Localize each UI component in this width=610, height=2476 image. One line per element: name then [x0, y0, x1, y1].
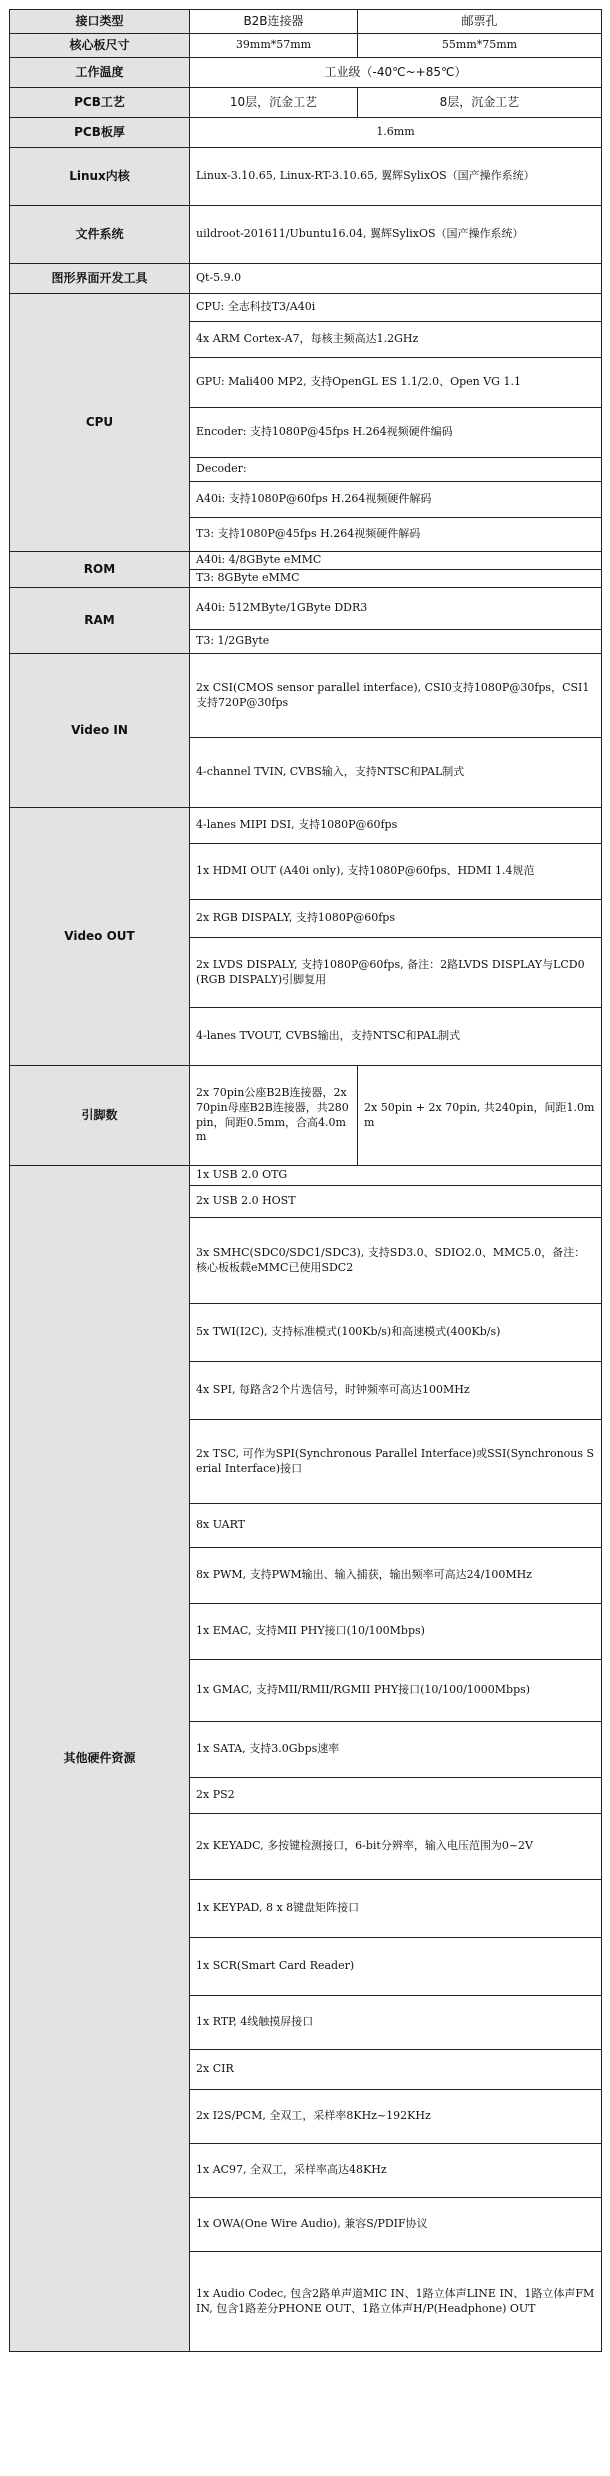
row-label: 工作温度 — [10, 58, 190, 88]
video-out-line: 1x HDMI OUT (A40i only), 支持1080P@60fps、HDMI 1.4规范 — [190, 844, 602, 900]
row-label: Linux内核 — [10, 148, 190, 206]
row-label: PCB工艺 — [10, 88, 190, 118]
cpu-line: CPU: 全志科技T3/A40i — [190, 294, 602, 322]
row-video-in — [10, 654, 602, 738]
other-hw-line: 1x GMAC, 支持MII/RMII/RGMII PHY接口(10/100/1000Mbps) — [190, 1660, 602, 1722]
other-hw-line: 1x SATA, 支持3.0Gbps速率 — [190, 1722, 602, 1778]
row-video-out — [10, 808, 602, 844]
other-hw-line: 2x I2S/PCM, 全双工，采样率8KHz~192KHz — [190, 2090, 602, 2144]
cpu-line: Decoder: — [190, 458, 602, 482]
spec-table — [9, 9, 602, 2352]
cell-stamp-value: 55mm*75mm — [358, 34, 602, 58]
row-filesystem — [10, 206, 602, 264]
row-ram — [10, 588, 602, 630]
rom-line: T3: 8GByte eMMC — [190, 570, 602, 588]
other-hw-line: 1x SCR(Smart Card Reader) — [190, 1938, 602, 1996]
other-hw-line: 2x PS2 — [190, 1778, 602, 1814]
ram-line: A40i: 512MByte/1GByte DDR3 — [190, 588, 602, 630]
row-pins — [10, 1066, 602, 1166]
row-label: 接口类型 — [10, 10, 190, 34]
other-hw-line: 2x USB 2.0 HOST — [190, 1186, 602, 1218]
other-hw-line: 4x SPI, 每路含2个片选信号，时钟频率可高达100MHz — [190, 1362, 602, 1420]
rom-line: A40i: 4/8GByte eMMC — [190, 552, 602, 570]
video-out-line: 4-lanes MIPI DSI, 支持1080P@60fps — [190, 808, 602, 844]
ram-line: T3: 1/2GByte — [190, 630, 602, 654]
video-out-line: 4-lanes TVOUT, CVBS输出，支持NTSC和PAL制式 — [190, 1008, 602, 1066]
cpu-line: GPU: Mali400 MP2, 支持OpenGL ES 1.1/2.0、Open VG 1.1 — [190, 358, 602, 408]
other-hw-line: 1x KEYPAD, 8 x 8键盘矩阵接口 — [190, 1880, 602, 1938]
cpu-line: Encoder: 支持1080P@45fps H.264视频硬件编码 — [190, 408, 602, 458]
cell-value: 工业级（-40℃~+85℃） — [190, 58, 602, 88]
row-label: 引脚数 — [10, 1066, 190, 1166]
row-label: PCB板厚 — [10, 118, 190, 148]
row-gui-tool — [10, 264, 602, 294]
cell-value: uildroot-201611/Ubuntu16.04, 翼辉SylixOS（国产操作系统） — [190, 206, 602, 264]
other-hw-line: 5x TWI(I2C), 支持标准模式(100Kb/s)和高速模式(400Kb/s) — [190, 1304, 602, 1362]
cell-stamp-value: 2x 50pin + 2x 70pin, 共240pin，间距1.0mm — [358, 1066, 602, 1166]
row-rom — [10, 552, 602, 570]
cell-b2b-value: 2x 70pin公座B2B连接器，2x 70pin母座B2B连接器，共280pin，间距0.5mm，合高4.0mm — [190, 1066, 358, 1166]
cell-b2b-value: 39mm*57mm — [190, 34, 358, 58]
other-hw-line: 2x CIR — [190, 2050, 602, 2090]
video-out-line: 2x RGB DISPALY, 支持1080P@60fps — [190, 900, 602, 938]
cell-stamp-value: 8层，沉金工艺 — [358, 88, 602, 118]
cell-value: Qt-5.9.0 — [190, 264, 602, 294]
row-label: RAM — [10, 588, 190, 654]
other-hw-line: 3x SMHC(SDC0/SDC1/SDC3), 支持SD3.0、SDIO2.0、MMC5.0，备注：核心板板载eMMC已使用SDC2 — [190, 1218, 602, 1304]
video-in-line: 4-channel TVIN, CVBS输入，支持NTSC和PAL制式 — [190, 738, 602, 808]
other-hw-line: 8x PWM, 支持PWM输出、输入捕获，输出频率可高达24/100MHz — [190, 1548, 602, 1604]
row-label: CPU — [10, 294, 190, 552]
other-hw-line: 1x Audio Codec, 包含2路单声道MIC IN、1路立体声LINE IN、1路立体声FM IN, 包含1路差分PHONE OUT、1路立体声H/P(Headphone) OUT — [190, 2252, 602, 2352]
row-interface-type — [10, 10, 602, 34]
row-pcb-thickness — [10, 118, 602, 148]
row-temperature — [10, 58, 602, 88]
cpu-line: T3: 支持1080P@45fps H.264视频硬件解码 — [190, 518, 602, 552]
stamp-hole-header: 邮票孔 — [358, 10, 602, 34]
b2b-header: B2B连接器 — [190, 10, 358, 34]
row-label: 文件系统 — [10, 206, 190, 264]
row-board-size — [10, 34, 602, 58]
other-hw-line: 1x EMAC, 支持MII PHY接口(10/100Mbps) — [190, 1604, 602, 1660]
other-hw-line: 1x OWA(One Wire Audio), 兼容S/PDIF协议 — [190, 2198, 602, 2252]
other-hw-line: 1x USB 2.0 OTG — [190, 1166, 602, 1186]
other-hw-line: 8x UART — [190, 1504, 602, 1548]
cell-value: Linux-3.10.65, Linux-RT-3.10.65, 翼辉SylixOS（国产操作系统） — [190, 148, 602, 206]
row-pcb-process — [10, 88, 602, 118]
video-in-line: 2x CSI(CMOS sensor parallel interface), CSI0支持1080P@30fps，CSI1支持720P@30fps — [190, 654, 602, 738]
other-hw-line: 1x RTP, 4线触摸屏接口 — [190, 1996, 602, 2050]
row-other-hw — [10, 1166, 602, 1186]
row-label: 核心板尺寸 — [10, 34, 190, 58]
row-label: 其他硬件资源 — [10, 1166, 190, 2352]
other-hw-line: 1x AC97, 全双工，采样率高达48KHz — [190, 2144, 602, 2198]
row-label: Video OUT — [10, 808, 190, 1066]
cpu-line: A40i: 支持1080P@60fps H.264视频硬件解码 — [190, 482, 602, 518]
other-hw-line: 2x TSC, 可作为SPI(Synchronous Parallel Interface)或SSI(Synchronous Serial Interface)接口 — [190, 1420, 602, 1504]
cell-value: 1.6mm — [190, 118, 602, 148]
row-label: ROM — [10, 552, 190, 588]
cpu-line: 4x ARM Cortex-A7，每核主频高达1.2GHz — [190, 322, 602, 358]
cell-b2b-value: 10层，沉金工艺 — [190, 88, 358, 118]
row-linux-kernel — [10, 148, 602, 206]
video-out-line: 2x LVDS DISPALY, 支持1080P@60fps, 备注：2路LVDS DISPLAY与LCD0(RGB DISPALY)引脚复用 — [190, 938, 602, 1008]
row-label: 图形界面开发工具 — [10, 264, 190, 294]
row-cpu — [10, 294, 602, 322]
other-hw-line: 2x KEYADC, 多按键检测接口，6-bit分辨率，输入电压范围为0~2V — [190, 1814, 602, 1880]
row-label: Video IN — [10, 654, 190, 808]
